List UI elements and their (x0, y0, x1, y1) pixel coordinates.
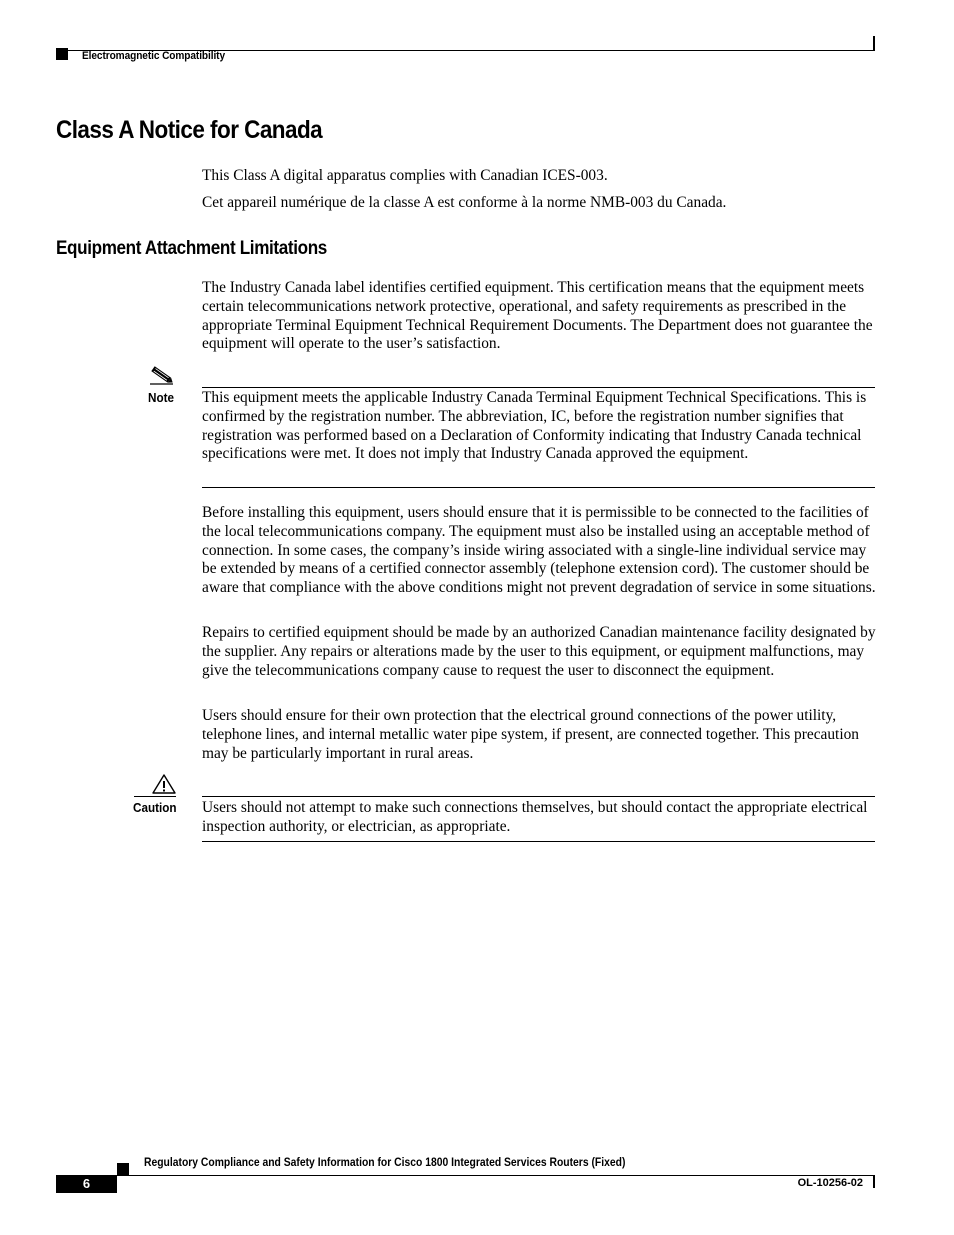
caution-label: Caution (133, 800, 177, 815)
caution-text: Users should not attempt to make such connections themselves, but should contact the appropriate electrical inspection authority, or electrician, as appropriate. (202, 799, 868, 835)
paragraph-label-info: The Industry Canada label identifies certified equipment. This certification means that the equipment meets certain telecommunications network protective, operational, and safety requirements as prescribed in the appropriate Terminal Equipment Technical Requirement Documents. The Department does not guarantee the equipment will operate to the user’s satisfaction. (202, 279, 873, 353)
note-bottom-rule (202, 487, 875, 488)
caution-bottom-rule (202, 841, 875, 842)
footer-rule (117, 1175, 874, 1176)
intro-english: This Class A digital apparatus complies with Canadian ICES-003. (202, 167, 608, 184)
pencil-note-icon (148, 366, 176, 393)
footer-marker (117, 1163, 129, 1175)
running-header: Electromagnetic Compatibility (82, 50, 225, 62)
doc-number: OL-10256-02 (797, 1177, 863, 1189)
header-tick (873, 36, 875, 51)
caution-top-rule (202, 796, 875, 797)
page-number: 6 (56, 1175, 117, 1193)
section-heading: Equipment Attachment Limitations (56, 238, 327, 259)
paragraph-installation: Before installing this equipment, users should ensure that it is permissible to be connected to the facilities of the local telecommunications company. The equipment must also be installed using an acceptable method of connection. In some cases, the company’s inside wiring associated with a single-line individual service may be extended by means of a certified connector assembly (telephone extension cord). The customer should be aware that compliance with the above conditions might not prevent degradation of service in some situations. (202, 504, 876, 597)
note-text: This equipment meets the applicable Industry Canada Terminal Equipment Technical Specifications. This is confirmed by the registration number. The abbreviation, IC, before the registration number signifies that registration was performed based on a Declaration of Conformity indicating that Industry Canada technical specifications were met. It does not imply that Industry Canada approved the equipment. (202, 389, 867, 463)
paragraph-repairs: Repairs to certified equipment should be made by an authorized Canadian maintenance facility designated by the supplier. Any repairs or alterations made by the user to this equipment, or equipment malfunctions, may give the telecommunications company cause to request the user to disconnect the equipment. (202, 624, 876, 679)
note-top-rule (202, 387, 875, 388)
caution-icon-rule (134, 796, 176, 797)
intro-french: Cet appareil numérique de la classe A est conforme à la norme NMB-003 du Canada. (202, 194, 727, 211)
footer-tick (873, 1175, 875, 1188)
note-label: Note (148, 390, 175, 405)
paragraph-grounding: Users should ensure for their own protection that the electrical ground connections of the power utility, telephone lines, and internal metallic water pipe system, if present, are connected together. This precaution may be particularly important in rural areas. (202, 707, 860, 762)
page-title: Class A Notice for Canada (56, 116, 323, 144)
header-marker (56, 48, 68, 60)
footer-doc-title: Regulatory Compliance and Safety Information for Cisco 1800 Integrated Services Routers (Fixed) (144, 1157, 626, 1169)
